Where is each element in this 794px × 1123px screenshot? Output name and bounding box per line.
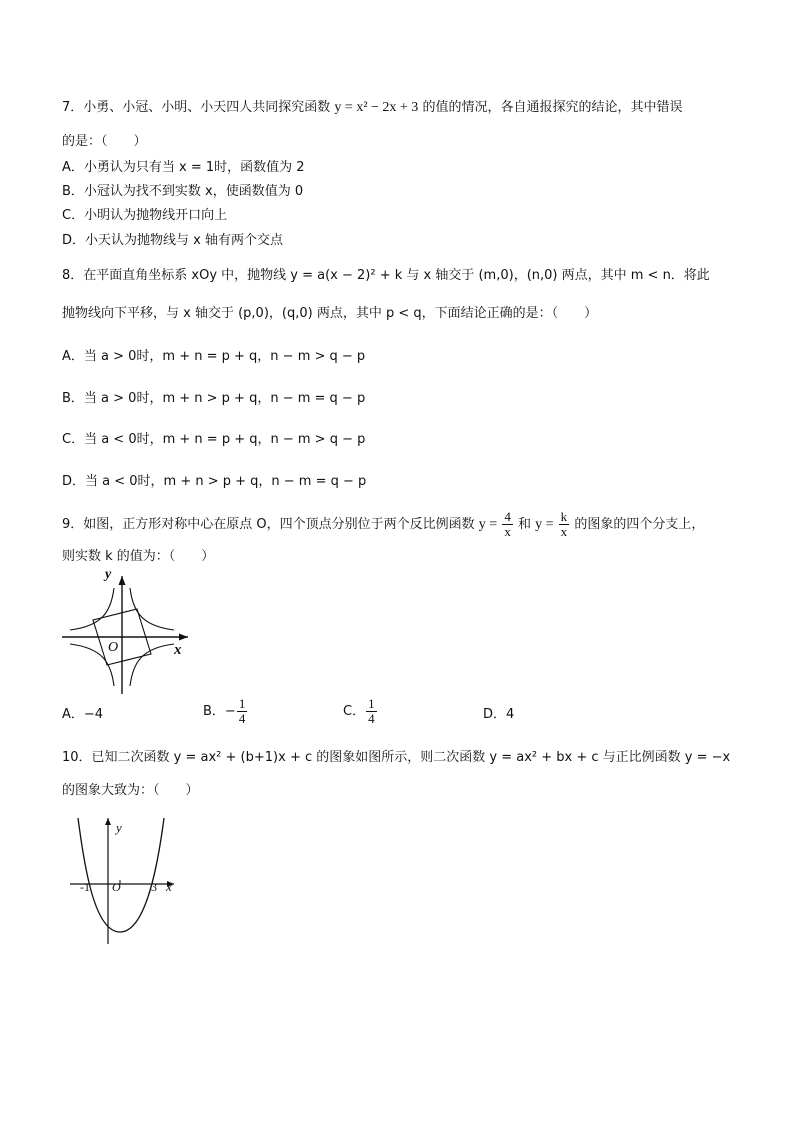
q7-stem-part-b: 的值的情况，各自通报探究的结论，其中错误	[422, 100, 683, 115]
q9-y-label: y	[105, 570, 112, 582]
q10-parabola	[78, 818, 164, 932]
q9-eq1-denominator: x	[504, 524, 511, 539]
q8-stem-line1: 8．在平面直角坐标系 xOy 中，抛物线 y = a(x − 2)² + k 与 x 轴交于 (m,0)，(n,0) 两点，其中 m < n．将此	[62, 268, 710, 283]
q9-option-b-denominator: 4	[238, 711, 246, 726]
q9-option-a: A．−4	[62, 707, 104, 722]
q9-stem-part-b: 的图象的四个分支上，	[574, 517, 705, 532]
q9-connector: 和	[517, 517, 531, 532]
q7-stem-part-a: 7．小勇、小冠、小明、小天四人共同探究函数	[62, 100, 331, 115]
q9-x-axis-arrow	[179, 634, 188, 641]
q9-option-b-fraction	[237, 697, 248, 726]
q9-eq2-numerator: k	[560, 509, 568, 524]
q7-option-a: A．小勇认为只有当 x = 1时，函数值为 2	[62, 160, 305, 175]
q9-stem-line2: 则实数 k 的值为：（ ）	[62, 549, 215, 564]
q9-eq1-lhs: y =	[478, 517, 498, 532]
q8-stem-line2: 抛物线向下平移，与 x 轴交于 (p,0)，(q,0) 两点，其中 p < q，下面结论正确的是：（ ）	[62, 306, 598, 321]
q10-y-axis-arrow	[105, 818, 111, 825]
q8-option-a: A．当 a > 0时，m + n = p + q，n − m > q − p	[62, 349, 366, 364]
q9-eq1-numerator: 4	[504, 509, 511, 524]
q9-option-c-fraction	[366, 697, 377, 726]
q10-right-root-label: 3	[151, 880, 157, 894]
q7-formula: y = x² − 2x + 3	[334, 100, 419, 115]
q9-eq2-denominator: x	[560, 524, 568, 539]
q7-stem-line2: 的是：（ ）	[62, 134, 147, 149]
q9-option-c-denominator: 4	[368, 711, 375, 726]
q9-option-b-prefix: B．−	[203, 704, 236, 719]
q8-option-d: D．当 a < 0时，m + n > p + q，n − m = q − p	[62, 474, 367, 489]
q10-stem-line1: 10．已知二次函数 y = ax² + (b+1)x + c 的图象如图所示，则二次函数 y = ax² + bx + c 与正比例函数 y = −x	[62, 750, 731, 765]
q9-option-c-numerator: 1	[368, 696, 375, 711]
q9-origin-label: O	[108, 640, 119, 655]
q9-branch-q4	[130, 644, 174, 686]
q10-figure	[62, 814, 182, 946]
q9-option-c	[343, 697, 378, 726]
q10-x-label: x	[166, 879, 172, 894]
q9-eq2-lhs: y =	[535, 517, 554, 532]
q8-option-c: C．当 a < 0时，m + n = p + q，n − m > q − p	[62, 432, 366, 447]
q9-figure	[62, 570, 192, 696]
q7-option-c: C．小明认为抛物线开口向上	[62, 208, 228, 223]
q9-option-b-numerator: 1	[238, 696, 246, 711]
q7-option-d: D．小天认为抛物线与 x 轴有两个交点	[62, 233, 283, 248]
q9-eq2-fraction	[559, 510, 570, 539]
q7-stem-line1	[62, 98, 682, 118]
q10-origin-label: O	[112, 880, 121, 894]
q7-option-b: B．小冠认为找不到实数 x，使函数值为 0	[62, 184, 304, 199]
q9-stem-part-a: 9．如图，正方形对称中心在原点 O，四个顶点分别位于两个反比例函数	[62, 517, 475, 532]
q9-option-c-prefix: C．	[343, 704, 366, 719]
q9-x-label: x	[174, 642, 182, 658]
q10-y-label: y	[116, 820, 122, 835]
q8-option-b: B．当 a > 0时，m + n > p + q，n − m = q − p	[62, 391, 366, 406]
q9-branch-q2	[70, 588, 114, 630]
q10-stem-line2: 的图象大致为：（ ）	[62, 783, 199, 798]
q9-y-axis-arrow	[119, 576, 126, 585]
q9-option-b	[203, 697, 248, 726]
q9-option-d: D．4	[483, 707, 515, 722]
q10-left-root-label: -1	[80, 880, 90, 894]
q9-eq1-fraction	[502, 510, 513, 539]
q9-stem-line1	[62, 509, 704, 541]
